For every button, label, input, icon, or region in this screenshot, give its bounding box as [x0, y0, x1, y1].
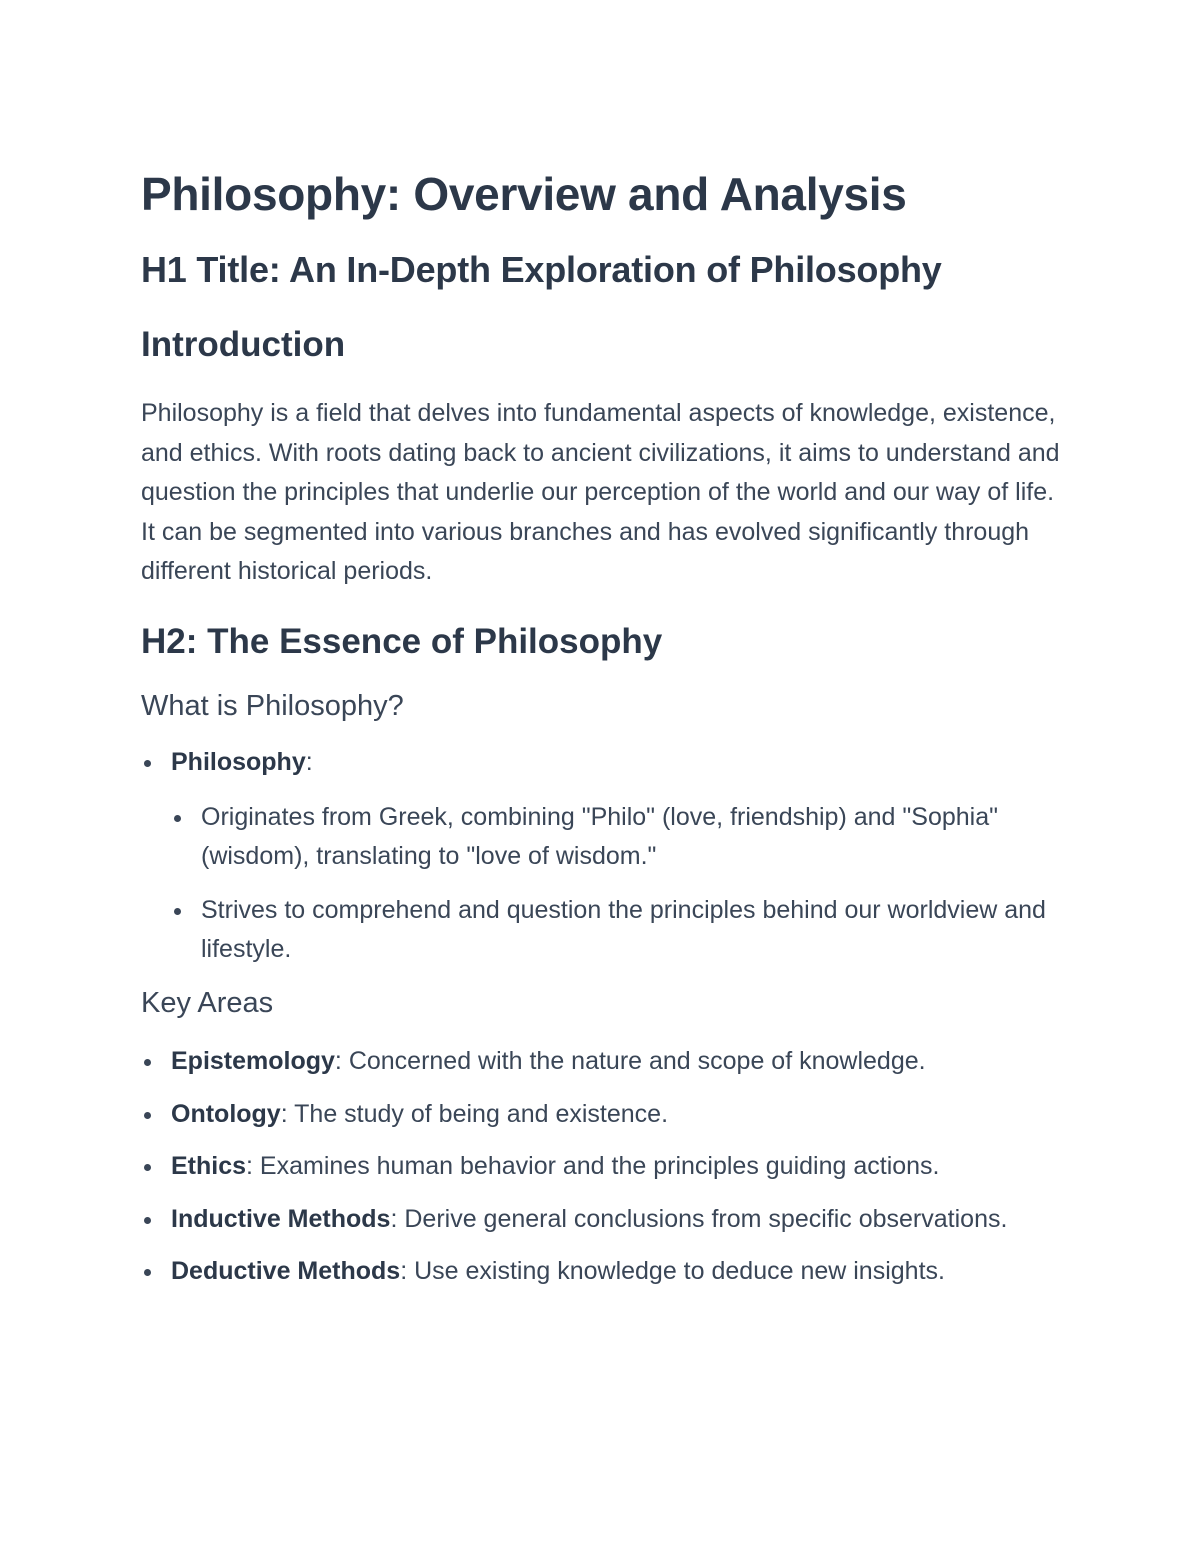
- desc-epistemology: : Concerned with the nature and scope of knowledge.: [334, 1046, 926, 1075]
- term-philosophy: Philosophy: [171, 747, 306, 776]
- term-inductive-methods: Inductive Methods: [171, 1204, 391, 1233]
- what-is-philosophy-heading: What is Philosophy?: [141, 689, 404, 722]
- term-deductive-methods: Deductive Methods: [171, 1257, 401, 1286]
- introduction-paragraph: Philosophy is a field that delves into fundamental aspects of knowledge, existence, and ethics. With roots dating back to ancient civilizations, it aims to understand and question the principles that underlie our perception of the world and our way of life. It can be segmented into various branches and has evolved significantly through different historical periods.: [141, 399, 1060, 586]
- list-item-ethics: [141, 1147, 1060, 1187]
- key-areas-heading: Key Areas: [141, 986, 274, 1019]
- term-ontology: Ontology: [171, 1099, 281, 1128]
- desc-inductive-methods: : Derive general conclusions from specific observations.: [390, 1204, 1008, 1233]
- h1-title-heading: H1 Title: An In-Depth Exploration of Philosophy: [141, 249, 942, 290]
- key-areas-list: [141, 1042, 1060, 1292]
- philosophy-sublist: [171, 798, 1060, 970]
- document-title: Philosophy: Overview and Analysis: [141, 168, 907, 220]
- list-item-epistemology: [141, 1042, 1060, 1082]
- philosophy-list: [141, 743, 1060, 970]
- list-item-philosophy: [141, 743, 1060, 970]
- list-item-deductive-methods: [141, 1252, 1060, 1292]
- essence-heading: H2: The Essence of Philosophy: [141, 621, 663, 661]
- list-item-inductive-methods: [141, 1200, 1060, 1240]
- desc-deductive-methods: : Use existing knowledge to deduce new insights.: [400, 1257, 945, 1286]
- desc-ontology: : The study of being and existence.: [280, 1099, 669, 1128]
- desc-ethics: : Examines human behavior and the principles guiding actions.: [246, 1152, 940, 1181]
- term-ethics: Ethics: [171, 1152, 247, 1181]
- introduction-heading: Introduction: [141, 325, 346, 364]
- term-epistemology: Epistemology: [171, 1046, 335, 1075]
- sublist-item-purpose: Strives to comprehend and question the principles behind our worldview and lifestyle.: [171, 891, 1060, 970]
- term-suffix: :: [305, 747, 313, 776]
- list-item-ontology: [141, 1095, 1060, 1135]
- sublist-item-origin: Originates from Greek, combining "Philo" (love, friendship) and "Sophia" (wisdom), translating to "love of wisdom.": [171, 798, 1060, 877]
